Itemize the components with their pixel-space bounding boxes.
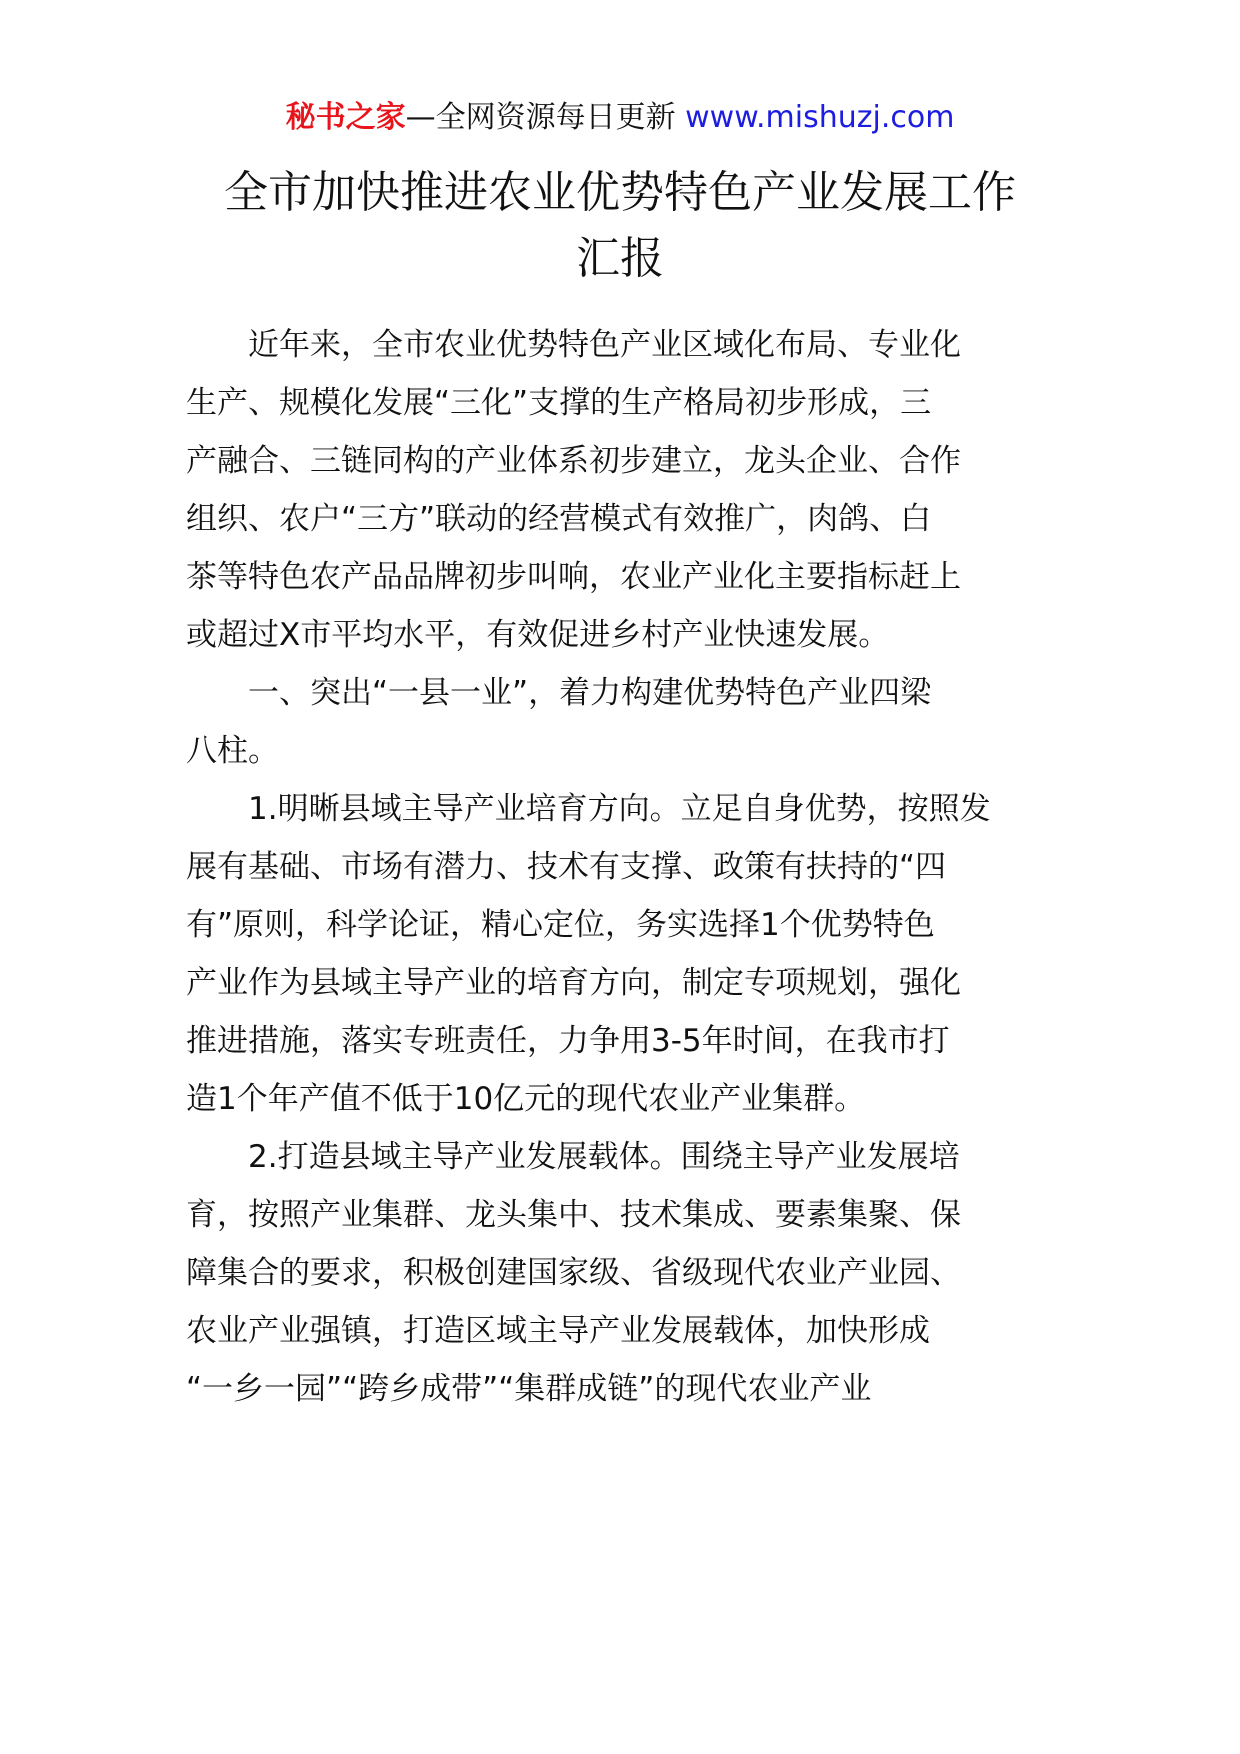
body-line-4: 组织、农户“三方”联动的经营模式有效推广，肉鸽、白 <box>186 501 932 537</box>
body-line-16: 育，按照产业集群、龙头集中、技术集成、要素集聚、保 <box>186 1197 961 1233</box>
site-url-link[interactable]: www.mishuzj.com <box>685 100 955 135</box>
body-line-9: 1.明晰县域主导产业培育方向。立足自身优势，按照发 <box>186 791 991 827</box>
body-line-17: 障集合的要求，积极创建国家级、省级现代农业产业园、 <box>186 1255 961 1291</box>
section-heading-1-line-1: 一、突出“一县一业”，着力构建优势特色产业四梁 <box>186 675 932 711</box>
body-line-3: 产融合、三链同构的产业体系初步建立，龙头企业、合作 <box>186 443 961 479</box>
body-line-1: 近年来，全市农业优势特色产业区域化布局、专业化 <box>186 327 961 363</box>
body-line-18: 农业产业强镇，打造区域主导产业发展载体，加快形成 <box>186 1313 930 1349</box>
document-title-line-2: 汇报 <box>576 233 664 284</box>
body-line-2: 生产、规模化发展“三化”支撑的生产格局初步形成，三 <box>186 385 932 421</box>
brand-name: 秘书之家 <box>285 100 406 135</box>
body-line-19: “一乡一园”“跨乡成带”“集群成链”的现代农业产业 <box>186 1371 872 1407</box>
section-heading-1-line-2: 八柱。 <box>186 733 279 769</box>
body-line-11: 有”原则，科学论证，精心定位，务实选择1个优势特色 <box>186 907 935 943</box>
document-title-line-1: 全市加快推进农业优势特色产业发展工作 <box>224 167 1016 218</box>
site-header <box>0 98 1240 138</box>
body-line-15: 2.打造县域主导产业发展载体。围绕主导产业发展培 <box>186 1139 960 1175</box>
body-line-12: 产业作为县域主导产业的培育方向，制定专项规划，强化 <box>186 965 961 1001</box>
body-line-14: 造1个年产值不低于10亿元的现代农业产业集群。 <box>186 1081 866 1117</box>
body-line-10: 展有基础、市场有潜力、技术有支撑、政策有扶持的“四 <box>186 849 947 885</box>
body-line-13: 推进措施，落实专班责任，力争用3-5年时间，在我市打 <box>186 1023 950 1059</box>
body-line-5: 茶等特色农产品品牌初步叫响，农业产业化主要指标赶上 <box>186 559 961 595</box>
header-slogan: —全网资源每日更新 <box>405 100 676 135</box>
body-line-6: 或超过X市平均水平，有效促进乡村产业快速发展。 <box>186 617 890 653</box>
